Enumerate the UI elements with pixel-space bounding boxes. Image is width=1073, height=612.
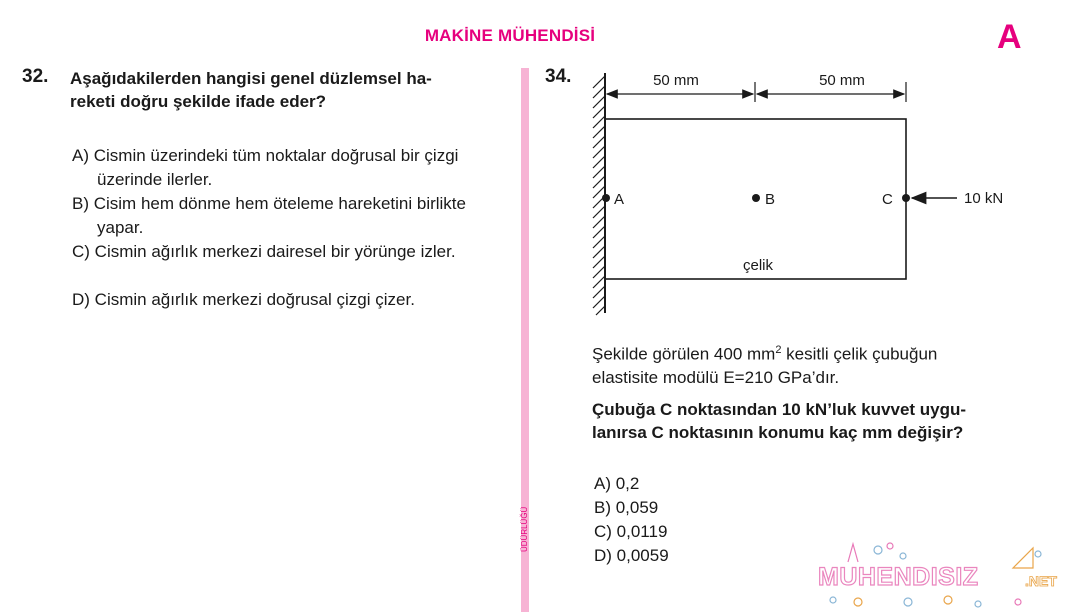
q34-option-c[interactable]: C) 0,0119	[594, 522, 668, 541]
q34-description	[592, 339, 937, 389]
material-label: çelik	[742, 257, 774, 274]
fixed-wall	[593, 73, 605, 315]
point-a-label: A	[614, 191, 625, 208]
bar-figure	[590, 68, 1030, 318]
point-b-label: B	[765, 191, 776, 208]
point-c-dot	[902, 194, 910, 202]
watermark-suffix: .NET	[1025, 573, 1057, 589]
question-34-line-1: Çubuğa C noktasından 10 kN’luk kuvvet uygu-	[592, 400, 967, 419]
point-a-dot	[602, 194, 610, 202]
q32-option-b[interactable]: B) Cisim hem dönme hem öteleme hareketini birlikte yapar.	[72, 194, 466, 237]
point-c-label: C	[882, 191, 893, 208]
booklet-letter: A	[997, 18, 1022, 56]
question-34-text	[592, 398, 966, 444]
dim-right-label: 50 mm	[819, 72, 865, 89]
q32-option-a[interactable]: A) Cismin üzerindeki tüm noktalar doğrusal bir çizgi üzerinde ilerler.	[72, 146, 459, 189]
question-32-number: 32.	[22, 66, 49, 87]
q34-desc-prefix: Şekilde görülen 400 mm	[592, 344, 776, 364]
exam-title: MAKİNE MÜHENDİSİ	[424, 26, 596, 45]
q34-description-line-2: elastisite modülü E=210 GPa’dır.	[592, 367, 840, 387]
question-32-text	[70, 67, 432, 113]
dim-left-label: 50 mm	[653, 72, 699, 89]
q34-option-b[interactable]: B) 0,059	[594, 498, 659, 517]
q34-option-d[interactable]: D) 0,0059	[594, 546, 669, 565]
q32-option-c[interactable]: C) Cismin ağırlık merkezi dairesel bir yörünge izler.	[72, 242, 456, 261]
q34-option-a[interactable]: A) 0,2	[594, 474, 640, 493]
q32-option-d[interactable]: D) Cismin ağırlık merkezi doğrusal çizgi çizer.	[72, 290, 415, 309]
q34-description-line-1	[592, 339, 937, 366]
watermark-logo: MUHENDISIZ	[818, 563, 979, 591]
question-34-number: 34.	[545, 66, 572, 87]
question-34-line-2: lanırsa C noktasının konumu kaç mm değişir?	[592, 423, 964, 442]
force-label: 10 kN	[964, 190, 1004, 207]
question-32-line-2: reketi doğru şekilde ifade eder?	[70, 92, 327, 111]
side-label: ÜDÜRLÜĞÜ	[520, 506, 529, 552]
question-32-line-1: Aşağıdakilerden hangisi genel düzlemsel ha-	[70, 69, 432, 88]
point-b-dot	[752, 194, 760, 202]
q34-desc-suffix: kesitli çelik çubuğun	[781, 344, 938, 364]
q34-desc-superscript: 2	[775, 344, 782, 356]
